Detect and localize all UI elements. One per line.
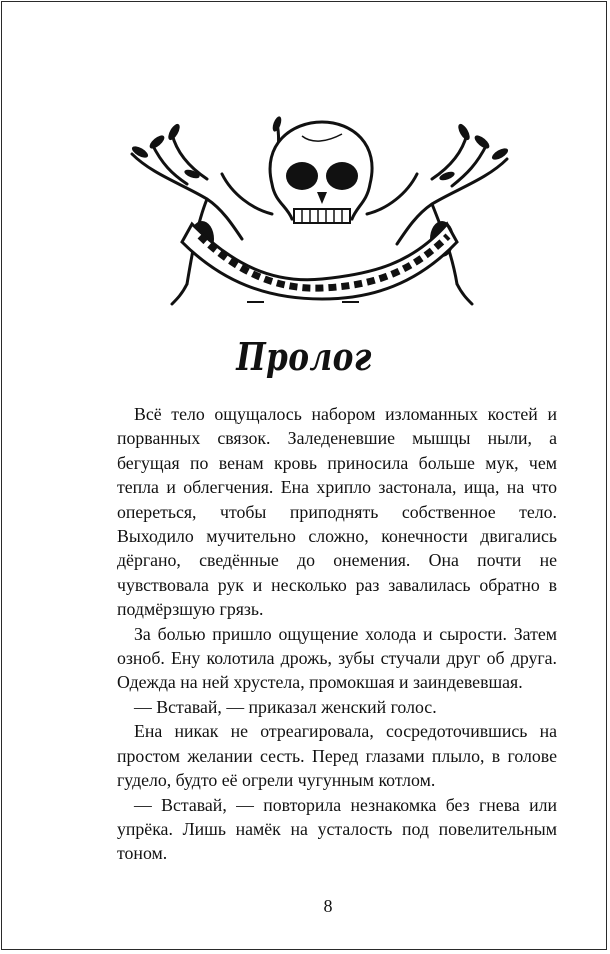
book-page xyxy=(1,1,607,950)
paragraph: Всё тело ощущалось набором изломанных костей и порванных связок. Заледеневшие мышцы ныли, а бегущая по венам кровь приносила больше мук, чем тепла и облегчения. Ена хрипло застонала, ища, на что опереться, чтобы приподнять собственное тело. Выходило мучительно сложно, конечности двигались дёргано, сведённые до онемения. Она почти не чувствовала рук и несколько раз завалилась обратно в подмёрзшую грязь. xyxy=(117,404,557,620)
chapter-title: Пролог xyxy=(236,334,372,379)
paragraph: За болью пришло ощущение холода и сырости. Затем озноб. Ену колотила дрожь, зубы стучали друг об друга. Одежда на ней хрустела, промокшая и заиндевевшая. xyxy=(117,623,557,693)
paragraph: Ена никак не отреагировала, сосредоточившись на простом желании сесть. Перед глазами плыло, в голове гудело, будто её огрели чугунным котлом. xyxy=(117,721,557,791)
skull-ornament-icon xyxy=(112,114,527,309)
body-text xyxy=(117,402,557,866)
paragraph: — Вставай, — приказал женский голос. xyxy=(134,696,437,717)
paragraph: — Вставай, — повторила незнакомка без гнева или упрёка. Лишь намёк на усталость под повелительным тоном. xyxy=(117,794,557,864)
page-number: 8 xyxy=(323,896,333,916)
